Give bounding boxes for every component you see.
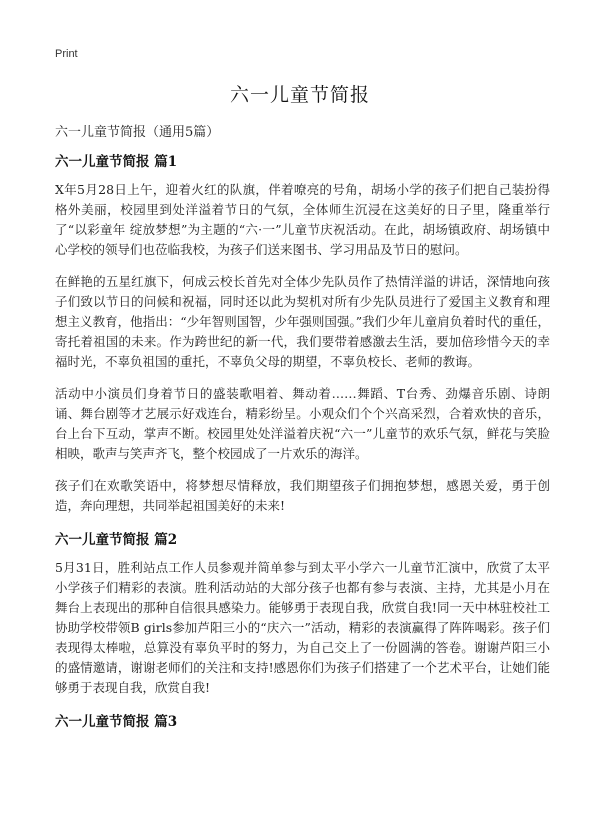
- paragraph: 在鲜艳的五星红旗下，何成云校长首先对全体少先队员作了热情洋溢的讲话，深情地向孩子们致以节日的问候和祝福，同时还以此为契机对所有少先队员进行了爱国主义教育和理想主义教育，他指出：“少年智则国智，少年强则国强。”我们少年儿童肩负着时代的重任，寄托着祖国的未来。作为跨世纪的新一代，我们要带着感激去生活，要加倍珍惜今天的幸福时光，不辜负祖国的重托，不辜负父母的期望，不辜负校长、老师的教诲。: [55, 274, 550, 369]
- section-heading-3: 六一儿童节简报 篇3: [55, 714, 178, 730]
- document-title: 六一儿童节简报: [229, 84, 370, 106]
- paragraph: 活动中小演员们身着节日的盛装歌唱着、舞动着……舞蹈、T台秀、劲爆音乐剧、诗朗诵、舞台剧等才艺展示好戏连台，精彩纷呈。小观众们个个兴高采烈，合着欢快的音乐，台上台下互动，掌声不断。校园里处处洋溢着庆祝“六一”儿童节的欢乐气氛，鲜花与笑脸相映，歌声与笑声齐飞，整个校园成了一片欢乐的海洋。: [55, 386, 550, 461]
- document-content: [55, 150, 550, 740]
- print-link[interactable]: Print: [55, 48, 78, 60]
- section-heading-1: 六一儿童节简报 篇1: [55, 154, 178, 170]
- section-heading-2: 六一儿童节简报 篇2: [55, 532, 178, 548]
- document-subtitle: 六一儿童节简报（通用5篇）: [55, 125, 220, 140]
- paragraph: 孩子们在欢歌笑语中，将梦想尽情释放，我们期望孩子们拥抱梦想，感恩关爱，勇于创造，奔向理想，共同举起祖国美好的未来!: [55, 478, 550, 513]
- paragraph: 5月31日，胜利站点工作人员参观并简单参与到太平小学六一儿童节汇演中，欣赏了太平小学孩子们精彩的表演。胜利活动站的大部分孩子也都有参与表演、主持，尤其是小月在舞台上表现出的那种自信很具感染力。能够勇于表现自我，欣赏自我!同一天中林驻校社工协助学校带领B girls参加芦阳三小的“庆六一”活动，精彩的表演赢得了阵阵喝彩。孩子们表现得太棒啦，总算没有辜负平时的努力，为自己交上了一份圆满的答卷。谢谢芦阳三小的盛情邀请，谢谢老师们的关注和支持!感恩你们为孩子们搭建了一个艺术平台，让她们能够勇于表现自我，欣赏自我!: [55, 560, 550, 695]
- paragraph: X年5月28日上午，迎着火红的队旗，伴着嘹亮的号角，胡场小学的孩子们把自己装扮得格外美丽，校园里到处洋溢着节日的气氛，全体师生沉浸在这美好的日子里，隆重举行了“以彩童年 绽放梦想”为主题的“六·一”儿童节庆祝活动。在此，胡场镇政府、胡场镇中心学校的领导们也莅临我校，为孩子们送来图书、学习用品及节日的慰问。: [55, 182, 550, 257]
